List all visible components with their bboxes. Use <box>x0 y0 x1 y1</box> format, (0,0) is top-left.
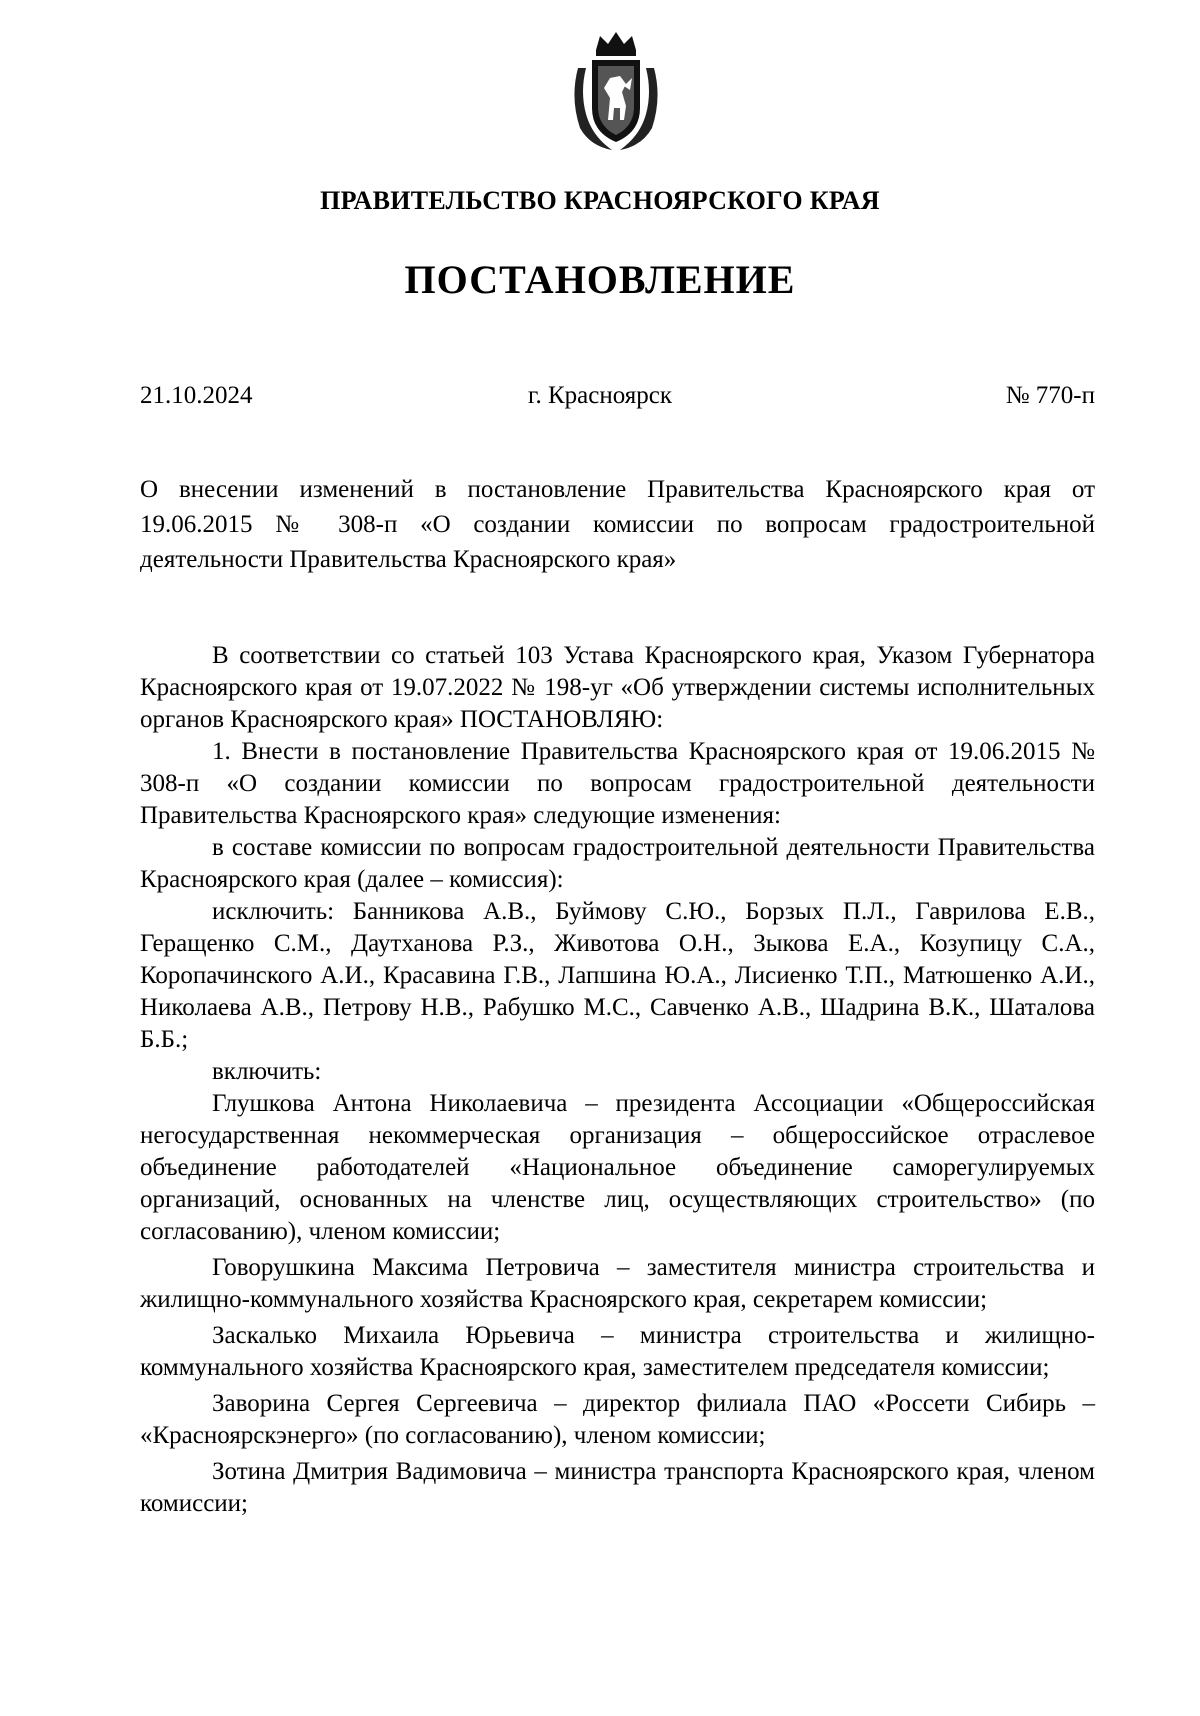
coat-of-arms-icon <box>566 28 666 154</box>
preamble-paragraph: В соответствии со статьей 103 Устава Красноярского края, Указом Губернатора Красноярского края от 19.07.2022 № 198-уг «Об утверждении системы исполнительных органов Красноярского края» ПОСТАНОВЛЯЮ: <box>140 642 1095 733</box>
member-paragraph: Заворина Сергея Сергеевича – директор филиала ПАО «Россети Сибирь – «Красноярскэнерго» (по согласованию), членом комиссии; <box>140 1390 1095 1449</box>
include-label: включить: <box>212 1058 322 1085</box>
government-name: ПРАВИТЕЛЬСТВО КРАСНОЯРСКОГО КРАЯ <box>320 186 880 215</box>
document-subject: О внесении изменений в постановление Правительства Красноярского края от 19.06.2015 № 308-п «О создании комиссии по вопросам градостроительной деятельности Правительства Красноярского края» <box>140 476 1095 573</box>
exclude-paragraph: исключить: Банникова А.В., Буймову С.Ю., Борзых П.Л., Гаврилова Е.В., Геращенко С.М., Даутханова Р.З., Животова О.Н., Зыкова Е.А., Козупицу С.А., Коропачинского А.И., Красавина Г.В., Лапшина Ю.А., Лисиенко Т.П., Матюшенко А.И., Николаева А.В., Петрову Н.В., Рабушко М.С., Савченко А.В., Шадрина В.К., Шаталова Б.Б.; <box>140 898 1095 1053</box>
document-number: № 770-п <box>1005 382 1095 409</box>
document-body <box>140 640 1095 1520</box>
item-1-paragraph: 1. Внести в постановление Правительства Красноярского края от 19.06.2015 № 308-п «О создании комиссии по вопросам градостроительной деятельности Правительства Красноярского края» следующие изменения: <box>140 738 1095 829</box>
document-city: г. Красноярск <box>528 382 672 409</box>
member-paragraph: Говорушкина Максима Петровича – заместителя министра строительства и жилищно-коммунального хозяйства Красноярского края, секретарем комиссии; <box>140 1254 1095 1313</box>
document-date: 21.10.2024 <box>140 382 253 409</box>
member-paragraph: Зотина Дмитрия Вадимовича – министра транспорта Красноярского края, членом комиссии; <box>140 1458 1095 1517</box>
composition-paragraph: в составе комиссии по вопросам градостроительной деятельности Правительства Красноярского края (далее – комиссия): <box>140 834 1095 893</box>
document-type-title: ПОСТАНОВЛЕНИЕ <box>404 257 796 302</box>
member-paragraph: Заскалько Михаила Юрьевича – министра строительства и жилищно-коммунального хозяйства Красноярского края, заместителем председателя комиссии; <box>140 1322 1095 1381</box>
member-paragraph: Глушкова Антона Николаевича – президента Ассоциации «Общероссийская негосударственная некоммерческая организация – общероссийское отраслевое объединение работодателей «Национальное объединение саморегулируемых организаций, основанных на членстве лиц, осуществляющих строительство» (по согласованию), членом комиссии; <box>140 1090 1095 1245</box>
